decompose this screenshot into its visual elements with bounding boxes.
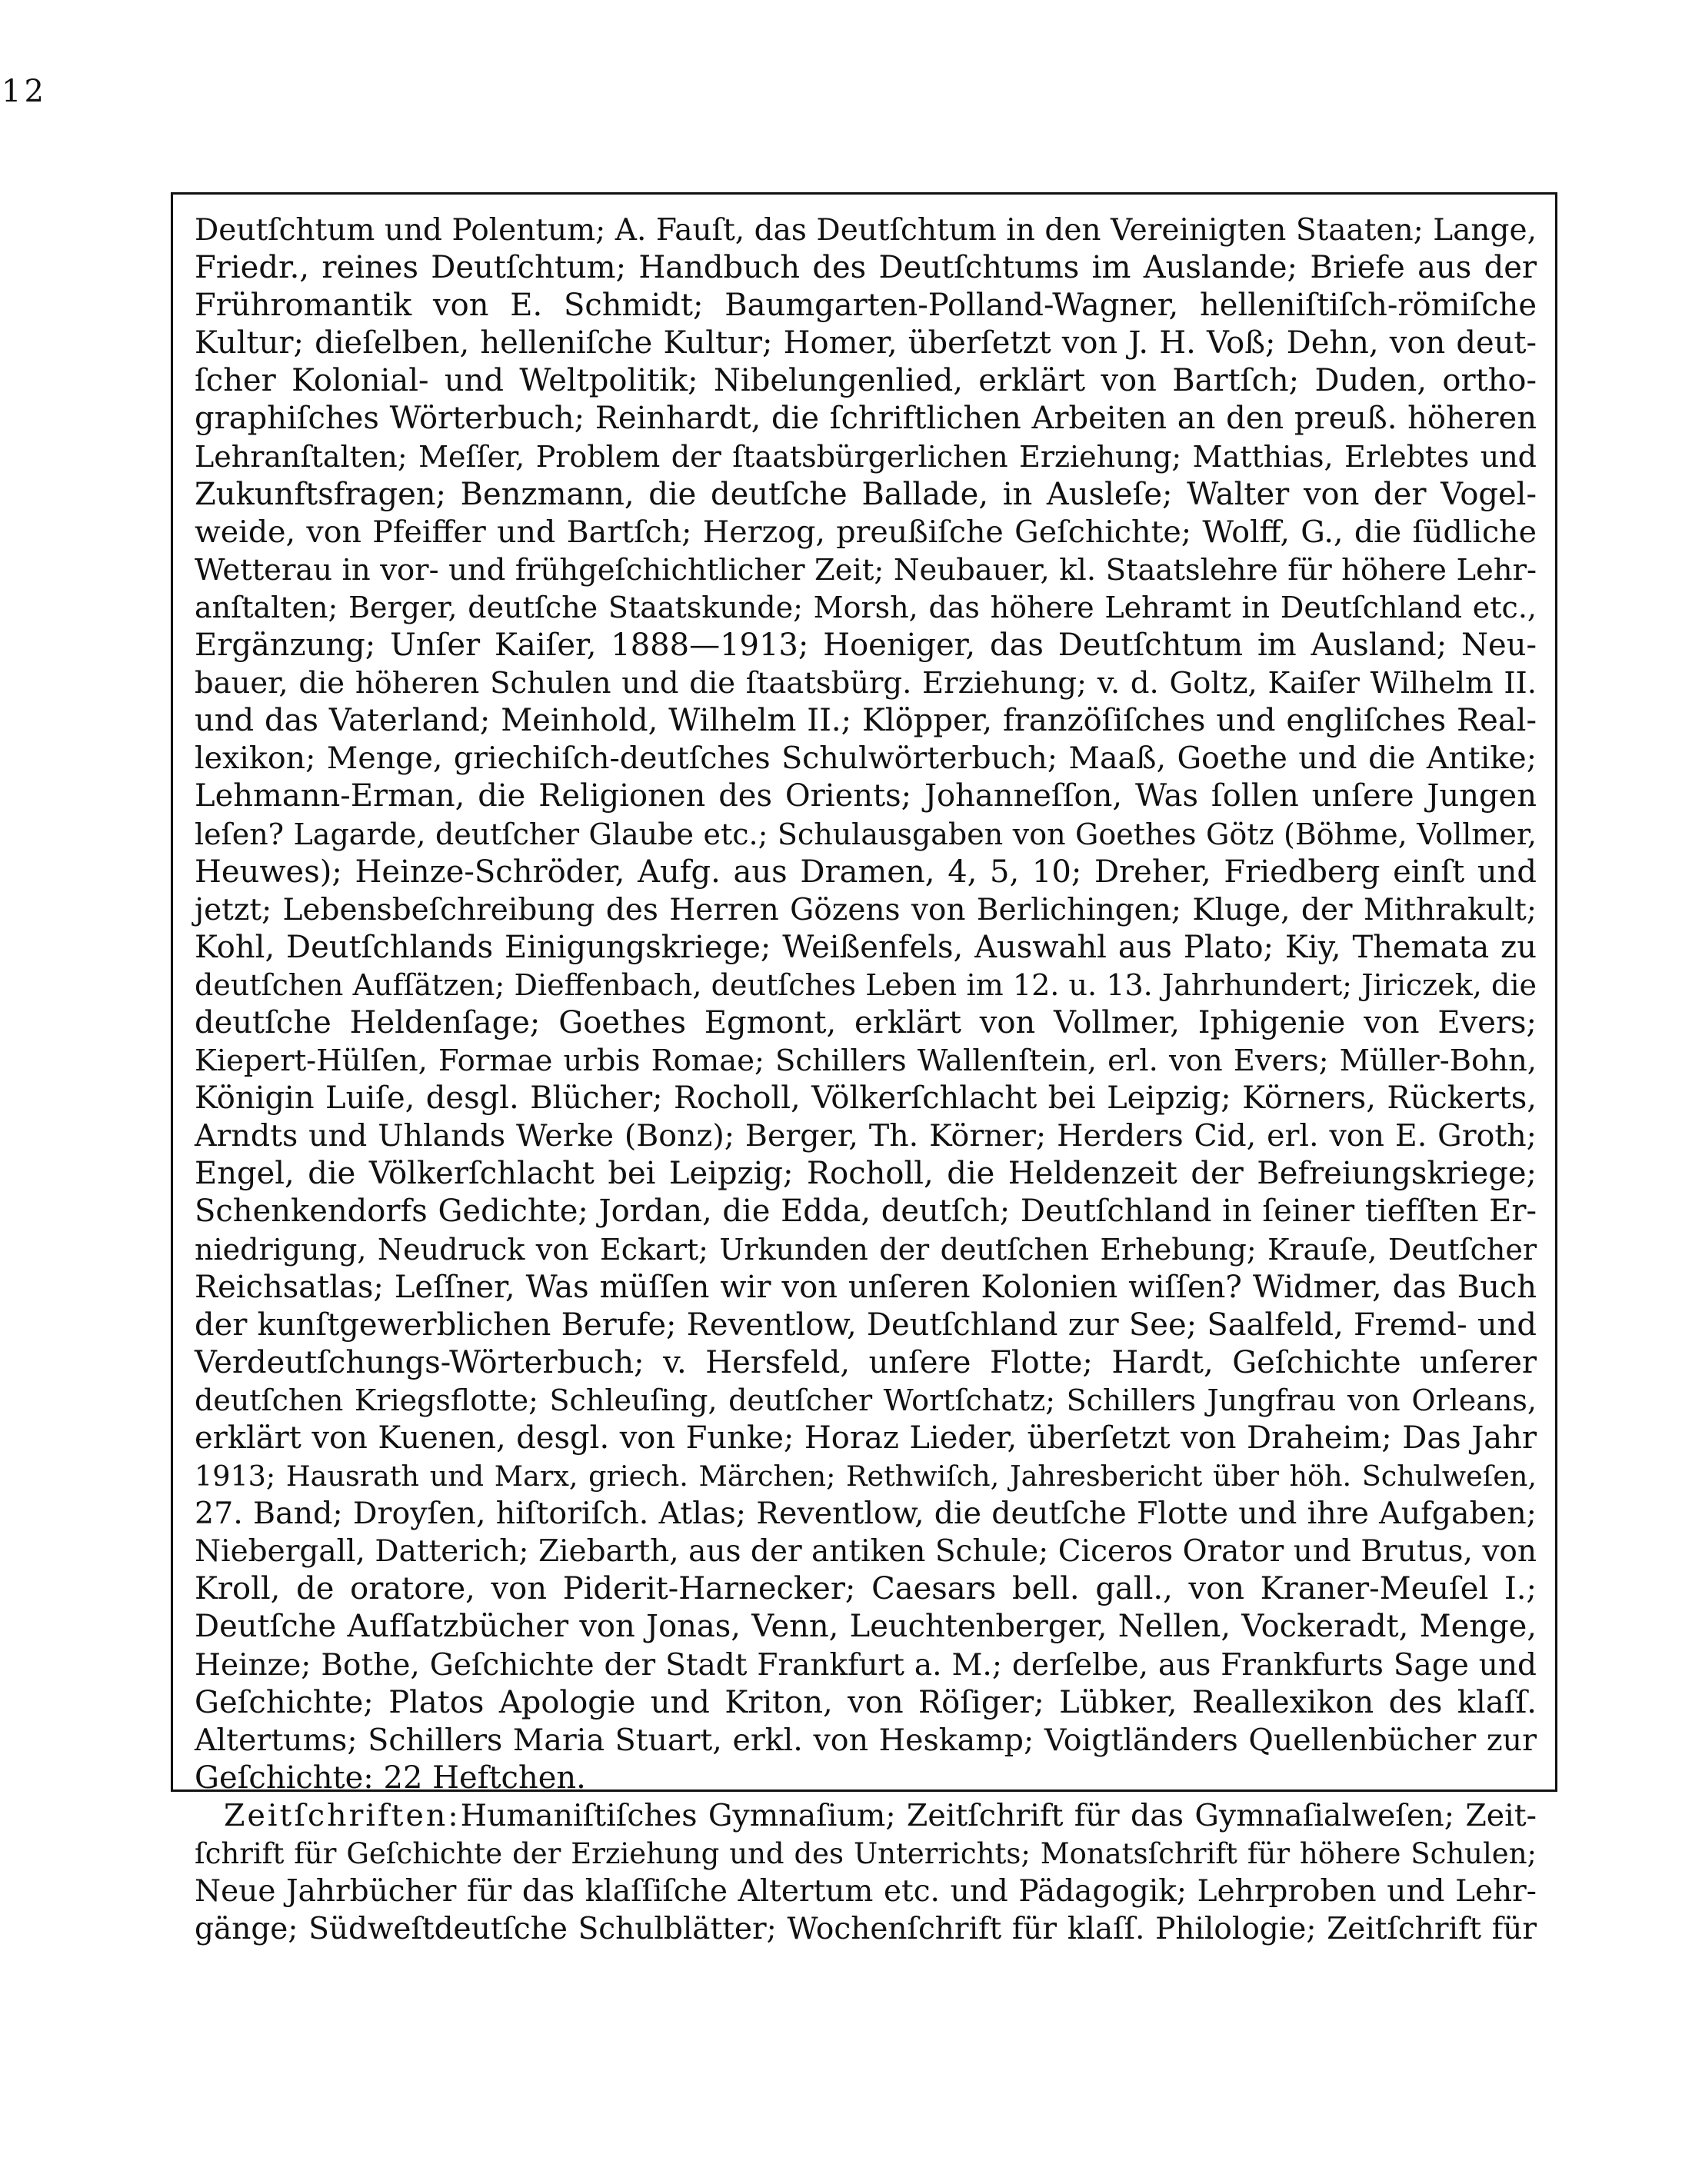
text-line: Verdeutſchungs-Wörterbuch; v. Hersfeld, unſere Flotte; Hardt, Geſchichte unſerer bbox=[195, 1344, 1537, 1380]
text-line: erklärt von Kuenen, desgl. von Funke; Horaz Lieder, überſetzt von Draheim; Das Jahr bbox=[195, 1420, 1537, 1456]
text-line: gänge; Südweſtdeutſche Schulblätter; Wochenſchrift für klaſſ. Philologie; Zeitſchrift für bbox=[195, 1912, 1537, 1947]
text-line: deutſche Heldenſage; Goethes Egmont, erklärt von Vollmer, Iphigenie von Evers; bbox=[195, 1004, 1537, 1040]
text-line: Kultur; dieſelben, helleniſche Kultur; Homer, überſetzt von J. H. Voß; Dehn, von deut- bbox=[195, 325, 1537, 361]
text-line: Kohl, Deutſchlands Einigungskriege; Weißenfels, Auswahl aus Plato; Kiy, Themata zu bbox=[195, 929, 1537, 965]
periodicals-paragraph bbox=[195, 1797, 1537, 1948]
page-number: 12 bbox=[2, 74, 47, 109]
text-frame bbox=[171, 192, 1557, 1947]
text-block bbox=[195, 211, 1537, 1948]
text-line: bauer, die höheren Schulen und die ſtaatsbürg. Erziehung; v. d. Goltz, Kaiſer Wilhelm II. bbox=[195, 666, 1537, 701]
text-line: jetzt; Lebensbeſchreibung des Herren Gözens von Berlichingen; Kluge, der Mithrakult; bbox=[195, 892, 1537, 927]
text-line: ſcher Kolonial- und Weltpolitik; Nibelungenlied, erklärt von Bartſch; Duden, ortho- bbox=[195, 363, 1537, 399]
text-line: 27. Band; Droyſen, hiſtoriſch. Atlas; Reventlow, die deutſche Flotte und ihre Aufgaben; bbox=[195, 1496, 1537, 1532]
text-line: 1913; Hausrath und Marx, griech. Märchen; Rethwiſch, Jahresbericht über höh. Schulweſen, bbox=[195, 1460, 1537, 1493]
text-line: Heuwes); Heinze-Schröder, Aufg. aus Dramen, 4, 5, 10; Dreher, Friedberg einſt und bbox=[195, 854, 1537, 890]
text-line: Engel, die Völkerſchlacht bei Leipzig; Rocholl, die Heldenzeit der Befreiungskriege; bbox=[195, 1156, 1537, 1192]
text-line: deutſchen Kriegsflotte; Schleuſing, deutſcher Wortſchatz; Schillers Jungfrau von Orleans, bbox=[195, 1383, 1537, 1417]
text-line: Wetterau in vor- und frühgeſchichtlicher Zeit; Neubauer, kl. Staatslehre für höhere Lehr- bbox=[195, 552, 1537, 588]
text-line: Niebergall, Datterich; Ziebarth, aus der antiken Schule; Ciceros Orator und Brutus, von bbox=[195, 1534, 1537, 1570]
text-line: Königin Luiſe, desgl. Blücher; Rocholl, Völkerſchlacht bei Leipzig; Körners, Rückerts, bbox=[195, 1080, 1537, 1117]
text-line: Lehmann-Erman, die Religionen des Orients; Johanneſſon, Was ſollen unſere Jungen bbox=[195, 778, 1537, 814]
text-line: Ergänzung; Unſer Kaiſer, 1888—1913; Hoeniger, das Deutſchtum im Ausland; Neu- bbox=[195, 628, 1537, 664]
text-line: Arndts und Uhlands Werke (Bonz); Berger, Th. Körner; Herders Cid, erl. von E. Groth; bbox=[195, 1118, 1537, 1154]
text-line: lexikon; Menge, griechiſch-deutſches Schulwörterbuch; Maaß, Goethe und die Antike; bbox=[195, 741, 1537, 777]
text-line: weide, von Pfeiffer und Bartſch; Herzog, preußiſche Geſchichte; Wolff, G., die ſüdliche bbox=[195, 514, 1537, 550]
text-line: der kunſtgewerblichen Berufe; Reventlow, Deutſchland zur See; Saalfeld, Fremd- und bbox=[195, 1307, 1537, 1343]
text-line: Schenkendorfs Gedichte; Jordan, die Edda, deutſch; Deutſchland in ſeiner tiefſten Er- bbox=[195, 1194, 1537, 1230]
text-line: ſchrift für Geſchichte der Erziehung und des Unterrichts; Monatsſchrift für höhere Schulen; bbox=[195, 1837, 1537, 1871]
text-line: deutſchen Aufſätzen; Dieffenbach, deutſches Leben im 12. u. 13. Jahrhundert; Jiriczek, die bbox=[195, 967, 1537, 1002]
text-line: Friedr., reines Deutſchtum; Handbuch des Deutſchtums im Auslande; Briefe aus der bbox=[195, 250, 1537, 286]
text-line: niedrigung, Neudruck von Eckart; Urkunden der deutſchen Erhebung; Krauſe, Deutſcher bbox=[195, 1232, 1537, 1267]
text-line: Frühromantik von E. Schmidt; Baumgarten-Polland-Wagner, helleniſtiſch-römiſche bbox=[195, 288, 1537, 324]
text-line: Neue Jahrbücher für das klaſſiſche Altertum etc. und Pädagogik; Lehrproben und Lehr- bbox=[195, 1874, 1537, 1909]
text-line: Lehranſtalten; Meſſer, Problem der ſtaatsbürgerlichen Erziehung; Matthias, Erlebtes und bbox=[195, 439, 1537, 474]
text-line: und das Vaterland; Meinhold, Wilhelm II.; Klöpper, franzöſiſches und engliſches Real- bbox=[195, 703, 1537, 739]
text-line: Geſchichte; Platos Apologie und Kriton, von Röſiger; Lübker, Reallexikon des klaſſ. bbox=[195, 1684, 1537, 1720]
book-list-paragraph bbox=[195, 211, 1537, 1797]
text-line: Kroll, de oratore, von Piderit-Harnecker; Caesars bell. gall., von Kraner-Meuſel I.; bbox=[195, 1571, 1537, 1607]
text-line: Deutſche Aufſatzbücher von Jonas, Venn, Leuchtenberger, Nellen, Vockeradt, Menge, bbox=[195, 1609, 1537, 1645]
text-line: leſen? Lagarde, deutſcher Glaube etc.; Schulausgaben von Goethes Götz (Böhme, Vollmer, bbox=[195, 817, 1537, 851]
text-line: anſtalten; Berger, deutſche Staatskunde; Morsh, das höhere Lehramt in Deutſchland etc., bbox=[195, 590, 1537, 624]
text-line bbox=[195, 1797, 1537, 1835]
periodicals-label: Zeitſchriften: bbox=[224, 1797, 461, 1833]
text-line: graphiſches Wörterbuch; Reinhardt, die ſchriftlichen Arbeiten an den preuß. höheren bbox=[195, 401, 1537, 437]
text-line: Heinze; Bothe, Geſchichte der Stadt Frankfurt a. M.; derſelbe, aus Frankfurts Sage und bbox=[195, 1647, 1537, 1683]
text-line: Kiepert-Hülſen, Formae urbis Romae; Schillers Wallenſtein, erl. von Evers; Müller-Bohn, bbox=[195, 1044, 1537, 1079]
text-line: Zukunftsfragen; Benzmann, die deutſche Ballade, in Ausleſe; Walter von der Vogel- bbox=[195, 476, 1537, 512]
text-line: Altertums; Schillers Maria Stuart, erkl. von Heskamp; Voigtländers Quellenbücher zur bbox=[195, 1722, 1537, 1758]
text-line: Geſchichte: 22 Heftchen. bbox=[195, 1760, 586, 1796]
periodicals-first-line: Humaniſtiſches Gymnaſium; Zeitſchrift für das Gymnaſialweſen; Zeit- bbox=[460, 1797, 1537, 1833]
text-line: Deutſchtum und Polentum; A. Fauſt, das Deutſchtum in den Vereinigten Staaten; Lange, bbox=[195, 213, 1537, 248]
text-line: Reichsatlas; Leſſner, Was müſſen wir von unſeren Kolonien wiſſen? Widmer, das Buch bbox=[195, 1269, 1537, 1305]
